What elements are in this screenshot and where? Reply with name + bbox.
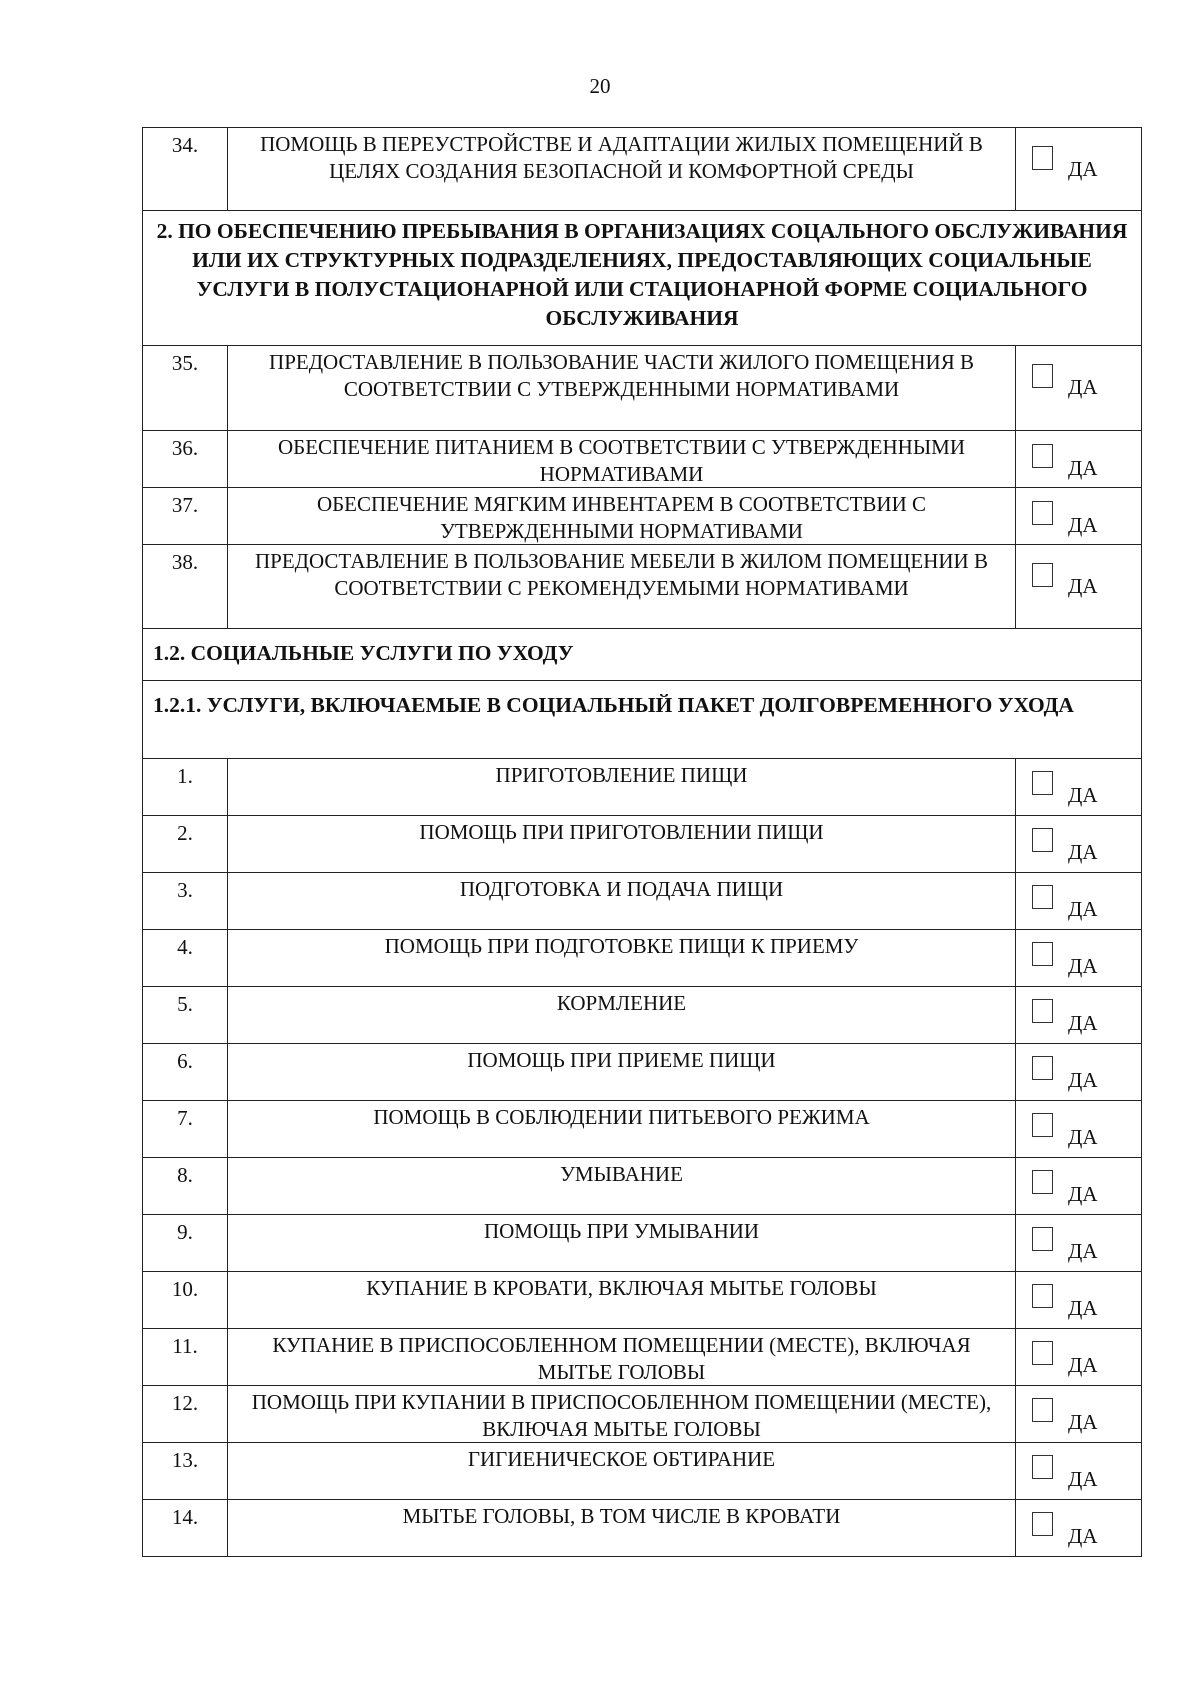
service-name: ПРЕДОСТАВЛЕНИЕ В ПОЛЬЗОВАНИЕ МЕБЕЛИ В ЖИЛОМ ПОМЕЩЕНИИ В СООТВЕТСТВИИ С РЕКОМЕНДУЕМЫМИ НОРМАТИВАМИ [255, 549, 988, 600]
section-heading: 1.2. СОЦИАЛЬНЫЕ УСЛУГИ ПО УХОДУ [153, 641, 574, 665]
services-table [142, 127, 1142, 1557]
checkbox-box[interactable] [1032, 828, 1053, 852]
checkbox-box[interactable] [1032, 1227, 1053, 1251]
service-name: УМЫВАНИЕ [560, 1162, 683, 1186]
checkbox-box[interactable] [1032, 1512, 1053, 1536]
yes-checkbox[interactable] [1015, 930, 1141, 986]
checkbox-label: ДА [1068, 157, 1098, 181]
yes-checkbox[interactable] [1015, 346, 1141, 430]
service-name: ОБЕСПЕЧЕНИЕ ПИТАНИЕМ В СООТВЕТСТВИИ С УТВЕРЖДЕННЫМИ НОРМАТИВАМИ [278, 435, 965, 486]
service-name: КУПАНИЕ В КРОВАТИ, ВКЛЮЧАЯ МЫТЬЕ ГОЛОВЫ [366, 1276, 877, 1300]
row-number: 7. [143, 1101, 228, 1157]
row-number: 38. [143, 545, 228, 628]
service-name: ПОМОЩЬ В СОБЛЮДЕНИИ ПИТЬЕВОГО РЕЖИМА [373, 1105, 870, 1129]
checkbox-label: ДА [1068, 375, 1098, 399]
row-number: 12. [143, 1386, 228, 1442]
checkbox-label: ДА [1068, 1353, 1098, 1377]
row-number: 14. [143, 1500, 228, 1556]
checkbox-box[interactable] [1032, 771, 1053, 795]
row-number: 13. [143, 1443, 228, 1499]
table-row [142, 816, 1142, 873]
section-heading: 2. ПО ОБЕСПЕЧЕНИЮ ПРЕБЫВАНИЯ В ОРГАНИЗАЦИЯХ СОЦАЛЬНОГО ОБСЛУЖИВАНИЯ ИЛИ ИХ СТРУКТУРНЫХ ПОДРАЗДЕЛЕНИЯХ, ПРЕДОСТАВЛЯЮЩИХ СОЦИАЛЬНЫЕ УСЛУГИ В ПОЛУСТАЦИОНАРНОЙ ИЛИ СТАЦИОНАРНОЙ ФОРМЕ СОЦИАЛЬНОГО ОБСЛУЖИВАНИЯ [156, 219, 1128, 330]
row-number: 2. [143, 816, 228, 872]
service-name: ПОМОЩЬ ПРИ КУПАНИИ В ПРИСПОСОБЛЕННОМ ПОМЕЩЕНИИ (МЕСТЕ), ВКЛЮЧАЯ МЫТЬЕ ГОЛОВЫ [251, 1390, 992, 1441]
checkbox-box[interactable] [1032, 501, 1053, 525]
checkbox-box[interactable] [1032, 942, 1053, 966]
service-name: КОРМЛЕНИЕ [556, 991, 687, 1015]
checkbox-box[interactable] [1032, 146, 1053, 170]
yes-checkbox[interactable] [1015, 128, 1141, 210]
checkbox-box[interactable] [1032, 999, 1053, 1023]
checkbox-label: ДА [1068, 1011, 1098, 1035]
checkbox-box[interactable] [1032, 1284, 1053, 1308]
service-name: ОБЕСПЕЧЕНИЕ МЯГКИМ ИНВЕНТАРЕМ В СООТВЕТСТВИИ С УТВЕРЖДЕННЫМИ НОРМАТИВАМИ [316, 492, 927, 543]
checkbox-box[interactable] [1032, 563, 1053, 587]
table-row [142, 431, 1142, 488]
table-row [142, 987, 1142, 1044]
yes-checkbox[interactable] [1015, 1500, 1141, 1556]
checkbox-label: ДА [1068, 1410, 1098, 1434]
service-name: ПРИГОТОВЛЕНИЕ ПИЩИ [495, 763, 748, 787]
checkbox-label: ДА [1068, 840, 1098, 864]
checkbox-label: ДА [1068, 1182, 1098, 1206]
table-row [142, 873, 1142, 930]
yes-checkbox[interactable] [1015, 1101, 1141, 1157]
checkbox-box[interactable] [1032, 1170, 1053, 1194]
service-name: ГИГИЕНИЧЕСКОЕ ОБТИРАНИЕ [467, 1447, 776, 1471]
row-number: 34. [143, 128, 228, 210]
checkbox-label: ДА [1068, 513, 1098, 537]
table-row [142, 930, 1142, 987]
checkbox-box[interactable] [1032, 1113, 1053, 1137]
table-row [142, 1329, 1142, 1386]
table-row [142, 1101, 1142, 1158]
table-row [142, 545, 1142, 629]
yes-checkbox[interactable] [1015, 759, 1141, 815]
row-number: 8. [143, 1158, 228, 1214]
checkbox-box[interactable] [1032, 364, 1053, 388]
checkbox-label: ДА [1068, 456, 1098, 480]
subsection-heading: 1.2.1. УСЛУГИ, ВКЛЮЧАЕМЫЕ В СОЦИАЛЬНЫЙ ПАКЕТ ДОЛГОВРЕМЕННОГО УХОДА [153, 693, 1074, 717]
service-name: МЫТЬЕ ГОЛОВЫ, В ТОМ ЧИСЛЕ В КРОВАТИ [402, 1504, 841, 1528]
checkbox-label: ДА [1068, 574, 1098, 598]
service-name: ПОМОЩЬ ПРИ ПРИЕМЕ ПИЩИ [467, 1048, 776, 1072]
checkbox-box[interactable] [1032, 1056, 1053, 1080]
row-number: 9. [143, 1215, 228, 1271]
checkbox-label: ДА [1068, 1467, 1098, 1491]
table-row [142, 346, 1142, 431]
row-number: 35. [143, 346, 228, 430]
checkbox-label: ДА [1068, 897, 1098, 921]
checkbox-box[interactable] [1032, 1341, 1053, 1365]
checkbox-box[interactable] [1032, 444, 1053, 468]
checkbox-label: ДА [1068, 1524, 1098, 1548]
yes-checkbox[interactable] [1015, 1044, 1141, 1100]
row-number: 4. [143, 930, 228, 986]
table-row [142, 1272, 1142, 1329]
checkbox-box[interactable] [1032, 1398, 1053, 1422]
row-number: 3. [143, 873, 228, 929]
yes-checkbox[interactable] [1015, 873, 1141, 929]
row-number: 10. [143, 1272, 228, 1328]
table-row [142, 488, 1142, 545]
row-number: 1. [143, 759, 228, 815]
yes-checkbox[interactable] [1015, 1329, 1141, 1385]
table-row [142, 759, 1142, 816]
checkbox-label: ДА [1068, 783, 1098, 807]
yes-checkbox[interactable] [1015, 1386, 1141, 1442]
table-row [142, 1044, 1142, 1101]
service-name: ПОМОЩЬ ПРИ УМЫВАНИИ [483, 1219, 760, 1243]
checkbox-box[interactable] [1032, 1455, 1053, 1479]
service-name: ПРЕДОСТАВЛЕНИЕ В ПОЛЬЗОВАНИЕ ЧАСТИ ЖИЛОГО ПОМЕЩЕНИЯ В СООТВЕТСТВИИ С УТВЕРЖДЕННЫМИ НОРМАТИВАМИ [269, 350, 974, 401]
section-header-row [142, 681, 1142, 759]
yes-checkbox[interactable] [1015, 431, 1141, 487]
checkbox-label: ДА [1068, 954, 1098, 978]
service-name: ПОДГОТОВКА И ПОДАЧА ПИЩИ [459, 877, 784, 901]
service-name: ПОМОЩЬ ПРИ ПРИГОТОВЛЕНИИ ПИЩИ [419, 820, 824, 844]
service-name: КУПАНИЕ В ПРИСПОСОБЛЕННОМ ПОМЕЩЕНИИ (МЕСТЕ), ВКЛЮЧАЯ МЫТЬЕ ГОЛОВЫ [272, 1333, 971, 1384]
checkbox-box[interactable] [1032, 885, 1053, 909]
row-number: 6. [143, 1044, 228, 1100]
checkbox-label: ДА [1068, 1125, 1098, 1149]
table-row [142, 1158, 1142, 1215]
yes-checkbox[interactable] [1015, 1272, 1141, 1328]
service-name: ПОМОЩЬ ПРИ ПОДГОТОВКЕ ПИЩИ К ПРИЕМУ [384, 934, 859, 958]
yes-checkbox[interactable] [1015, 1443, 1141, 1499]
checkbox-label: ДА [1068, 1239, 1098, 1263]
checkbox-label: ДА [1068, 1296, 1098, 1320]
yes-checkbox[interactable] [1015, 1215, 1141, 1271]
row-number: 36. [143, 431, 228, 487]
table-row [142, 1500, 1142, 1557]
checkbox-label: ДА [1068, 1068, 1098, 1092]
yes-checkbox[interactable] [1015, 816, 1141, 872]
yes-checkbox[interactable] [1015, 1158, 1141, 1214]
page-number: 20 [589, 74, 611, 98]
table-row [142, 1215, 1142, 1272]
table-row [142, 127, 1142, 211]
service-name: ПОМОЩЬ В ПЕРЕУСТРОЙСТВЕ И АДАПТАЦИИ ЖИЛЫХ ПОМЕЩЕНИЙ В ЦЕЛЯХ СОЗДАНИЯ БЕЗОПАСНОЙ И КОМФОРТНОЙ СРЕДЫ [260, 132, 983, 183]
row-number: 5. [143, 987, 228, 1043]
section-header-row [142, 211, 1142, 346]
yes-checkbox[interactable] [1015, 488, 1141, 544]
yes-checkbox[interactable] [1015, 545, 1141, 628]
row-number: 11. [143, 1329, 228, 1385]
table-row [142, 1443, 1142, 1500]
table-row [142, 1386, 1142, 1443]
row-number: 37. [143, 488, 228, 544]
yes-checkbox[interactable] [1015, 987, 1141, 1043]
section-header-row [142, 629, 1142, 681]
